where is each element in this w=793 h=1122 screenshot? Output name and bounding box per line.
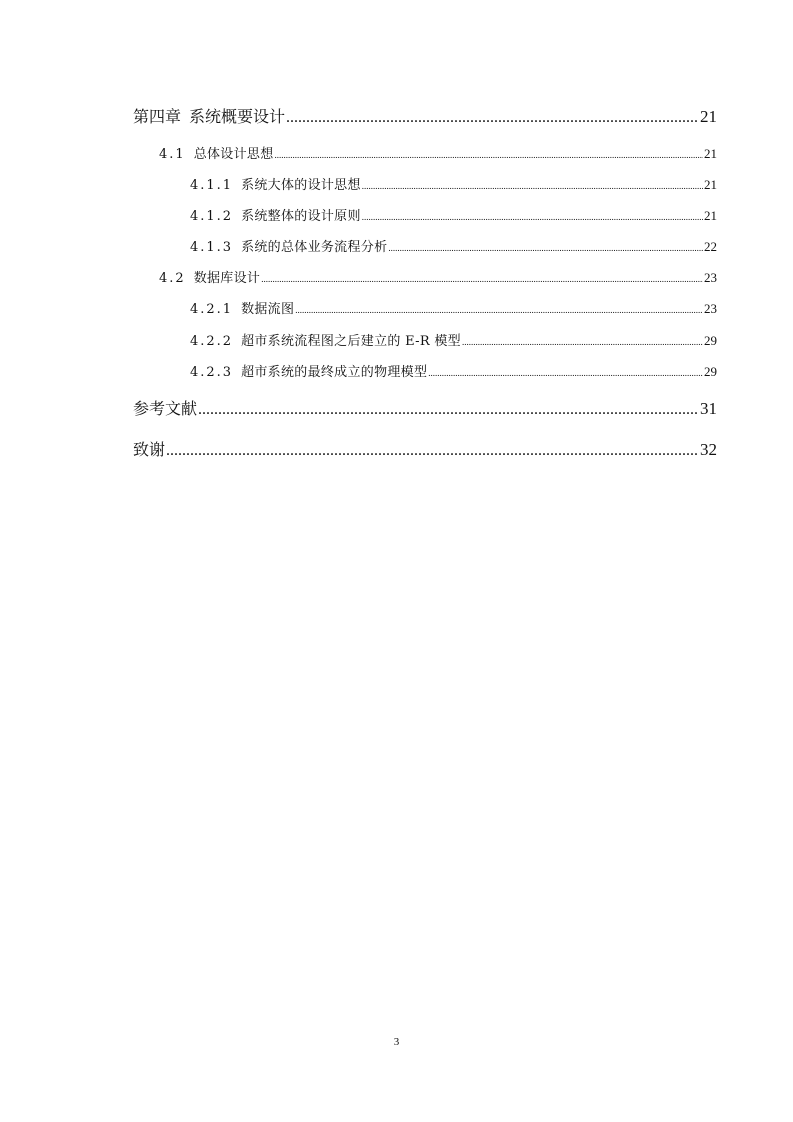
toc-entry-title xyxy=(190,361,427,380)
section-number: 4.1.1 xyxy=(190,178,234,193)
toc-entry-4-2-1[interactable] xyxy=(190,298,717,316)
toc-entry-title xyxy=(159,143,274,162)
dot-leader xyxy=(275,150,704,160)
section-number: 4.2.1 xyxy=(190,302,234,317)
dot-leader xyxy=(295,305,703,315)
section-number: 4.2.2 xyxy=(190,334,234,349)
toc-page-number: 31 xyxy=(700,399,717,418)
toc-entry-4-1-1[interactable] xyxy=(190,174,717,192)
toc-page-number: 32 xyxy=(700,440,717,459)
toc-page-number: 23 xyxy=(704,301,717,316)
toc-entry-4-1-2[interactable] xyxy=(190,205,717,223)
section-title: 数据流图 xyxy=(241,302,295,317)
toc-page-number: 29 xyxy=(704,364,717,379)
toc-page-number: 23 xyxy=(704,270,717,285)
toc-entry-title: 致谢 xyxy=(133,440,166,459)
toc-entry-4-1-3[interactable] xyxy=(190,236,717,254)
section-title: 系统整体的设计原则 xyxy=(241,209,361,224)
section-number: 4.1.2 xyxy=(190,209,234,224)
toc-page-number: 21 xyxy=(704,146,717,161)
toc-page-number: 22 xyxy=(704,239,717,254)
section-title: 超市系统的最终成立的物理模型 xyxy=(241,365,428,380)
toc-entry-title xyxy=(190,298,294,317)
toc-entry-4-2[interactable] xyxy=(159,267,717,285)
toc-entry-title xyxy=(133,104,285,127)
section-number: 4.1 xyxy=(159,147,186,162)
toc-entry-4-1[interactable] xyxy=(159,143,717,161)
toc-page-number: 21 xyxy=(704,177,717,192)
dot-leader xyxy=(462,337,703,347)
toc-entry-references[interactable] xyxy=(133,396,717,420)
dot-leader xyxy=(362,181,703,191)
dot-leader xyxy=(388,243,703,253)
toc-entry-title xyxy=(190,174,361,193)
section-number: 4.2 xyxy=(159,271,186,286)
dot-leader xyxy=(428,368,703,378)
dot-leader xyxy=(261,274,703,284)
toc-page-number: 29 xyxy=(704,333,717,348)
chapter-title: 系统概要设计 xyxy=(189,107,286,126)
section-title: 数据库设计 xyxy=(193,271,261,286)
dot-leader xyxy=(198,401,699,419)
toc-entry-4-2-2[interactable] xyxy=(190,330,717,348)
toc-entry-acknowledgements[interactable] xyxy=(133,437,717,461)
toc-page-number: 21 xyxy=(704,208,717,223)
chapter-label: 第四章 xyxy=(133,107,182,126)
dot-leader xyxy=(286,109,699,127)
section-title: 总体设计思想 xyxy=(193,147,274,162)
dot-leader xyxy=(166,442,699,460)
toc-entry-title: 参考文献 xyxy=(133,399,198,418)
section-title: 系统的总体业务流程分析 xyxy=(241,240,388,255)
section-title: 系统大体的设计思想 xyxy=(241,178,361,193)
page-number: 3 xyxy=(393,1036,400,1048)
toc-entry-title xyxy=(190,330,461,349)
toc-entry-title xyxy=(159,267,260,286)
toc-entry-title xyxy=(190,236,387,255)
section-number: 4.1.3 xyxy=(190,240,234,255)
toc-entry-title xyxy=(190,205,361,224)
toc-page-number: 21 xyxy=(700,107,717,126)
section-title: 超市系统流程图之后建立的 E-R 模型 xyxy=(241,334,461,349)
toc-entry-chapter-4[interactable] xyxy=(133,104,717,128)
dot-leader xyxy=(362,212,703,222)
toc-entry-4-2-3[interactable] xyxy=(190,361,717,379)
table-of-contents xyxy=(0,0,793,470)
section-number: 4.2.3 xyxy=(190,365,234,380)
